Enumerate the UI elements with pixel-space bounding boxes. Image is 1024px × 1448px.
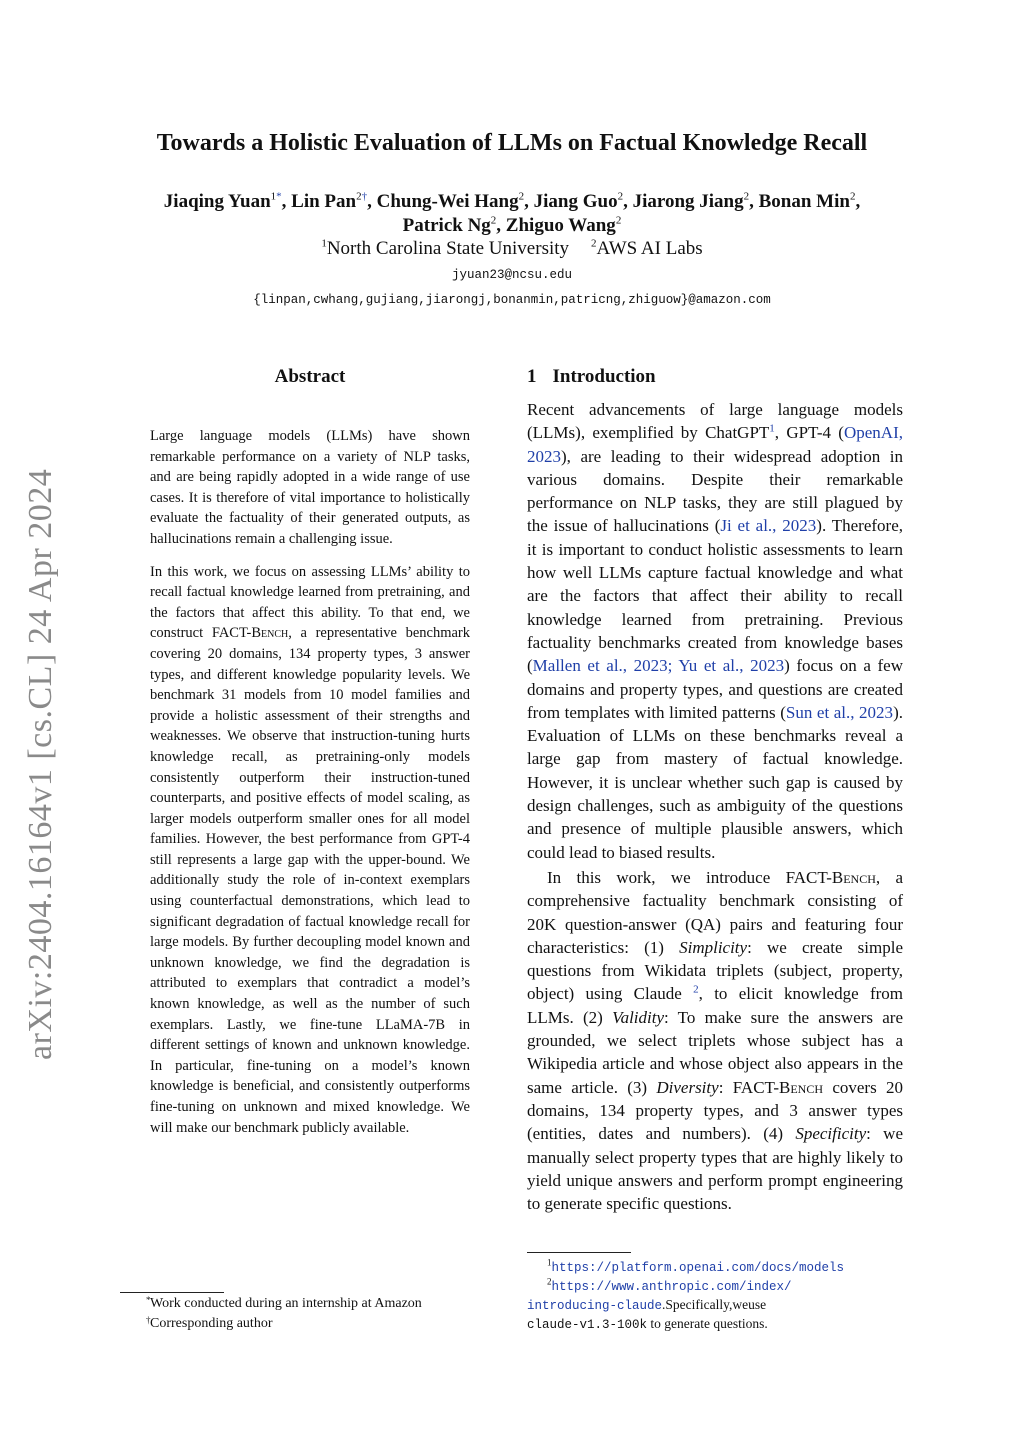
footnote-url[interactable]: https://platform.openai.com/docs/models bbox=[551, 1261, 845, 1275]
author-name: Jiang Guo bbox=[533, 191, 618, 212]
benchmark-name: FACT-Bench bbox=[732, 1077, 824, 1097]
abstract-heading: Abstract bbox=[274, 366, 346, 387]
footnote-url[interactable]: introducing-claude bbox=[527, 1299, 663, 1313]
affiliation-mark: 1 bbox=[270, 190, 277, 203]
footnote: * Work conducted during an internship at Amazon bbox=[146, 1295, 422, 1311]
affiliation: $^1$North Carolina State University bbox=[321, 237, 570, 259]
author-name: Patrick Ng bbox=[402, 215, 491, 236]
footnote-rule bbox=[120, 1292, 224, 1293]
footnote-url[interactable]: https://www.anthropic.com/index/ bbox=[551, 1280, 792, 1294]
benchmark-name: FACT-Bench bbox=[211, 625, 289, 642]
author-name: Lin Pan bbox=[291, 191, 357, 212]
author-name: Zhiguo Wang bbox=[505, 215, 616, 236]
affiliation-mark: 2 bbox=[617, 190, 624, 203]
affiliation-mark: 2 bbox=[356, 190, 362, 203]
author-name: Jiarong Jiang bbox=[632, 191, 744, 212]
citation-link[interactable]: Ji et al., 2023 bbox=[720, 516, 817, 536]
author-name: Bonan Min bbox=[758, 191, 850, 212]
benchmark-name: FACT-Bench bbox=[785, 867, 876, 887]
intro-paragraph: Recent advancements of large language models (LLMs), exemplified by ChatGPT$^1$, GPT-4 (OpenAI, 2023), are leading to their widespread adoption in various domains. Despite their remarkable performance on NLP tasks, they are still plagued by the issue of hallucinations (Ji et al., 2023). Therefore, it is important to conduct holistic assessments to learn how well LLMs capture factual knowledge and what are the factors that affect their ability to recall knowledge learned from pretraining. Previous factuality benchmarks created from knowledge bases (Mallen et al., 2023; Yu et al., 2023) focus on a few domains and property types, and questions are created from templates with limited patterns (Sun et al., 2023). Evaluation of LLMs on these benchmarks reveal a large gap from mastery of factual knowledge. However, it is unclear whether such gap is caused by design challenges, such as ambiguity of the questions and presence of multiple plausible answers, which could lead to biased results. bbox=[527, 400, 904, 862]
footnote: † Corresponding author bbox=[146, 1315, 273, 1331]
email-ncsu[interactable]: jyuan23@ncsu.edu bbox=[451, 268, 573, 282]
citation-link[interactable]: OpenAI, 2023 bbox=[527, 423, 903, 466]
footnote-continued: introducing-claude.Specifically,weuse bbox=[527, 1297, 767, 1313]
affiliation-mark: 2 bbox=[743, 190, 750, 203]
author-name: Jiaqing Yuan bbox=[163, 191, 271, 212]
affiliation: $^2$AWS AI Labs bbox=[591, 237, 703, 259]
abstract-paragraph: In this work, we focus on assessing LLMs’ ability to recall factual knowledge learned from pretraining, and the factors that affect this ability. To that end, we construct FACT-Bench, a representative benchmark covering 20 domains, 134 property types, 3 answer types, and different knowledge popularity levels. We benchmark 31 models from 10 model families and provide a holistic assessment of their strengths and weaknesses. We observe that instruction-tuning hurts knowledge recall, as pretraining-only models consistently outperform their instruction-tuned counterparts, and positive effects of model scaling, as larger models outperform smaller ones for all model families. However, the best performance from GPT-4 still represents a large gap with the upper-bound. We additionally study the role of in-context exemplars using counterfactual demonstrations, which lead to significant degradation of factual knowledge recall for large models. By further decoupling model known and unknown knowledge, we find the degradation is attributed to exemplars that contradict a model’s known knowledge, as well as the number of such exemplars. Lastly, we fine-tune LLaMA-7B in different settings of known and unknown knowledge. In particular, fine-tuning on a model’s known knowledge is beneficial, and consistently outperforms fine-tuning on unknown and mixed knowledge. We will make our benchmark publicly available. bbox=[150, 563, 471, 1136]
citation-link[interactable]: Mallen et al., 2023; Yu et al., 2023 bbox=[532, 656, 785, 676]
footnote-mark[interactable]: † bbox=[361, 190, 368, 203]
affiliation-mark: 2 bbox=[490, 214, 497, 227]
affiliation-mark: 2 bbox=[518, 190, 525, 203]
footnote-mark[interactable]: * bbox=[276, 190, 282, 203]
email-amazon[interactable]: {linpan,cwhang,gujiang,jiarongj,bonanmin,patricng,zhiguow}@amazon.com bbox=[253, 293, 771, 307]
intro-paragraph: In this work, we introduce FACT-Bench, a comprehensive factuality benchmark consisting of 20K question-answer (QA) pairs and featuring four characteristics: (1) Simplicity: we create simple questions from Wikidata triplets (subject, property, object) using Claude $^2$, to elicit knowledge from LLMs. (2) Validity: To make sure the answers are grounded, we select triplets whose subject has a Wikipedia article and whose object also appears in the same article. (3) Diversity: FACT-Bench covers 20 domains, 134 property types, and 3 answer types (entities, dates and numbers). (4) Specificity: we manually select property types that are highly likely to yield unique answers and perform prompt engineering to generate specific questions. bbox=[527, 867, 903, 1214]
introduction-body bbox=[527, 398, 903, 1215]
arxiv-sidebar-stamp: arXiv:2404.16164v1 [cs.CL] 24 Apr 2024 bbox=[22, 468, 59, 1060]
abstract-body bbox=[150, 426, 470, 1150]
footnote: $^2$https://www.anthropic.com/index/ bbox=[547, 1276, 792, 1294]
affiliation-mark: 2 bbox=[849, 190, 856, 203]
affiliation-mark: 2 bbox=[615, 214, 622, 227]
author-name: Chung-Wei Hang bbox=[376, 191, 519, 212]
citation-link[interactable]: Sun et al., 2023 bbox=[785, 702, 894, 722]
model-id: claude-v1.3-100k bbox=[527, 1318, 648, 1332]
footnote-ref[interactable]: 1 bbox=[769, 422, 775, 435]
footnote-rule bbox=[527, 1252, 631, 1253]
footnotes-left bbox=[146, 1294, 480, 1334]
section-heading-introduction: 1 Introduction bbox=[527, 366, 656, 387]
footnote-continued: claude-v1.3-100k to generate questions. bbox=[527, 1316, 768, 1332]
affiliations bbox=[100, 238, 924, 260]
paper-title: Towards a Holistic Evaluation of LLMs on Factual Knowledge Recall bbox=[156, 130, 868, 156]
footnote-ref[interactable]: 2 bbox=[693, 983, 699, 996]
footnotes-right bbox=[527, 1258, 903, 1334]
footnote: $^1$https://platform.openai.com/docs/models bbox=[547, 1257, 845, 1275]
abstract-paragraph: Large language models (LLMs) have shown remarkable performance on a variety of NLP tasks, and are being rapidly adopted in a wide range of use cases. It is therefore of vital importance to holistically evaluate the factuality of their generated outputs, as hallucinations remain a challenging issue. bbox=[150, 428, 470, 547]
author-list: Jiaqing Yuan$^{1*}$, Lin Pan$^{2\dagger}$, Chung-Wei Hang$^2$, Jiang Guo$^2$, Jiarong Jiang$^2$, Bonan Min$^2$, Patrick Ng$^2$, Zhiguo Wang$^2$ bbox=[163, 190, 861, 236]
